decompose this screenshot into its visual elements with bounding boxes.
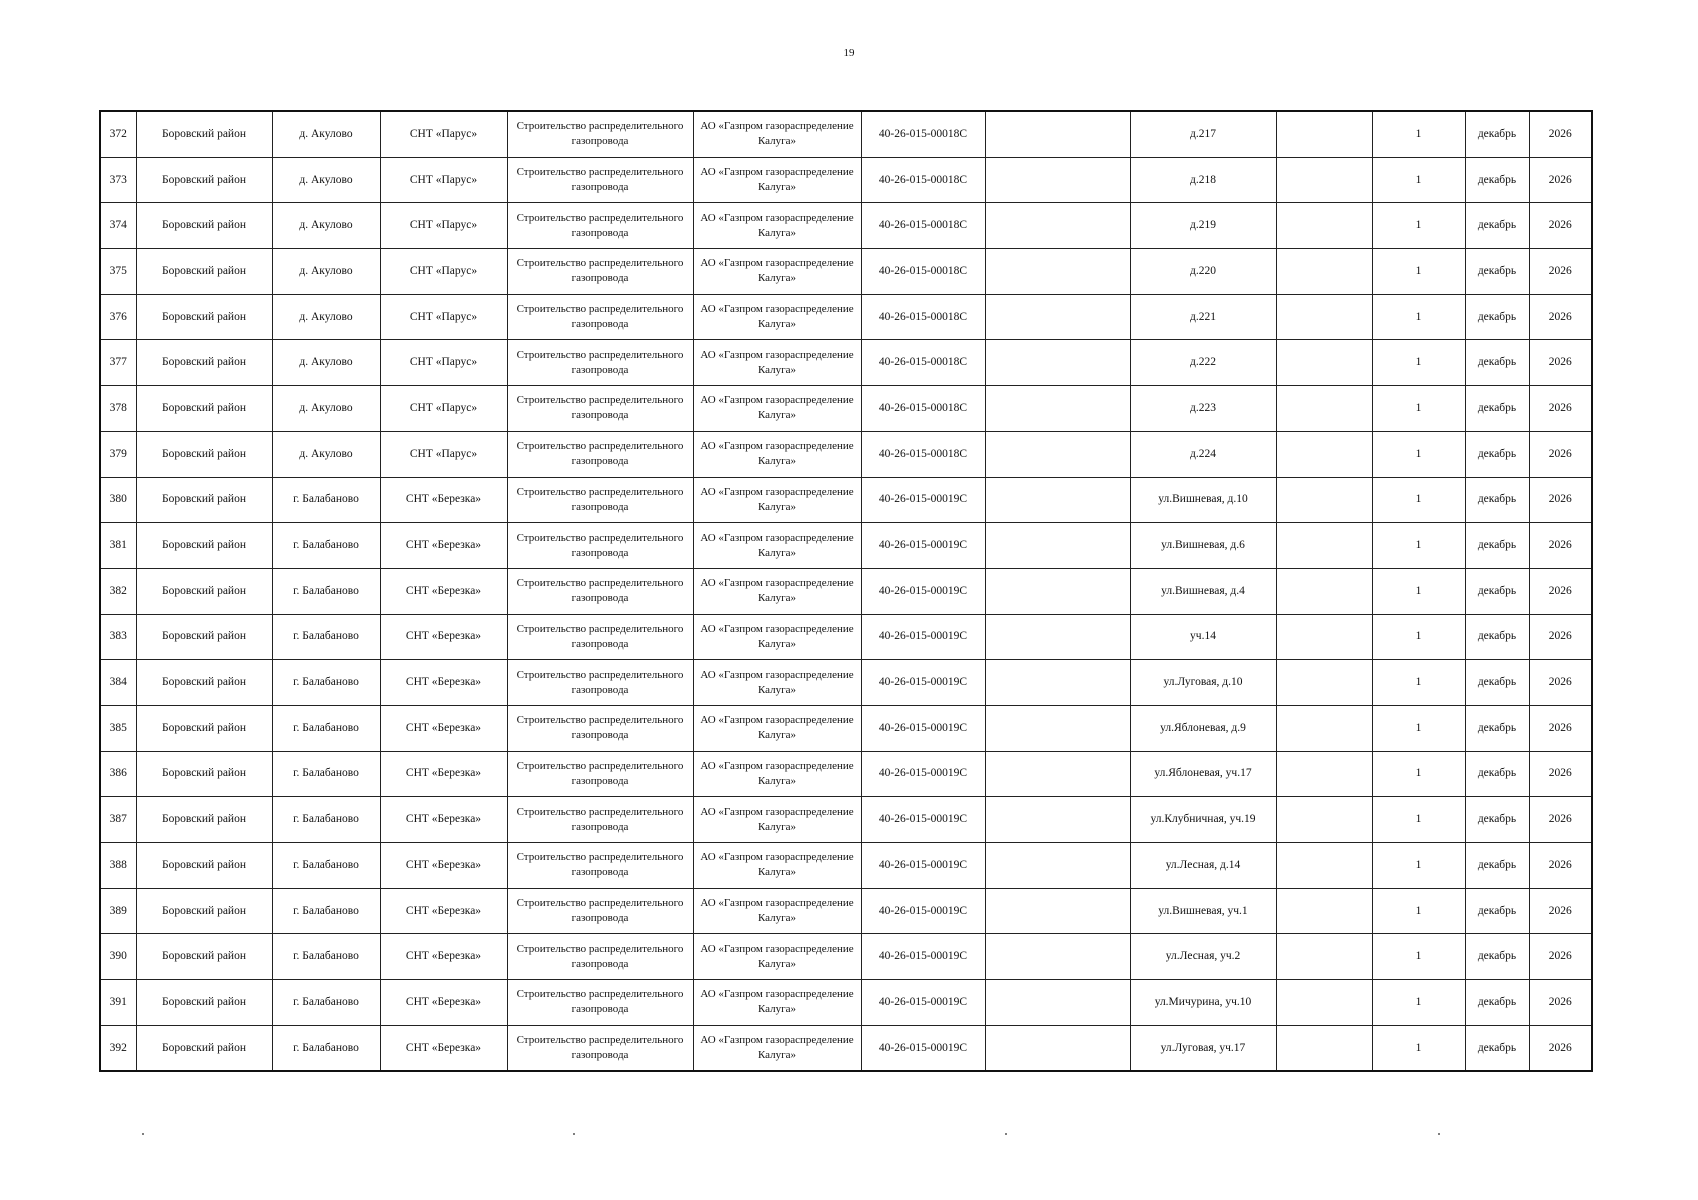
table-row bbox=[100, 386, 1592, 432]
address-cell: д.218 bbox=[1130, 157, 1276, 203]
address-cell: ул.Лесная, д.14 bbox=[1130, 843, 1276, 889]
year-cell: 2026 bbox=[1529, 340, 1592, 386]
month-cell: декабрь bbox=[1465, 660, 1529, 706]
quantity-cell: 1 bbox=[1372, 340, 1465, 386]
district-cell: Боровский район bbox=[136, 386, 272, 432]
district-cell: Боровский район bbox=[136, 614, 272, 660]
cadastral-number-cell: 40-26-015-00019С bbox=[861, 980, 985, 1026]
organization-cell: АО «Газпром газораспределение Калуга» bbox=[693, 340, 861, 386]
empty-cell bbox=[985, 477, 1130, 523]
work-type-cell: Строительство распределительного газопровода bbox=[507, 340, 693, 386]
table-row bbox=[100, 477, 1592, 523]
quantity-cell: 1 bbox=[1372, 797, 1465, 843]
address-cell: ул.Мичурина, уч.10 bbox=[1130, 980, 1276, 1026]
snt-cell: СНТ «Березка» bbox=[380, 1025, 507, 1071]
locality-cell: г. Балабаново bbox=[272, 843, 380, 889]
empty-cell bbox=[1276, 157, 1372, 203]
month-cell: декабрь bbox=[1465, 751, 1529, 797]
month-cell: декабрь bbox=[1465, 934, 1529, 980]
year-cell: 2026 bbox=[1529, 386, 1592, 432]
cadastral-number-cell: 40-26-015-00019С bbox=[861, 660, 985, 706]
empty-cell bbox=[985, 660, 1130, 706]
address-cell: ул.Клубничная, уч.19 bbox=[1130, 797, 1276, 843]
year-cell: 2026 bbox=[1529, 111, 1592, 157]
year-cell: 2026 bbox=[1529, 843, 1592, 889]
district-cell: Боровский район bbox=[136, 1025, 272, 1071]
work-type-cell: Строительство распределительного газопровода bbox=[507, 157, 693, 203]
snt-cell: СНТ «Парус» bbox=[380, 157, 507, 203]
work-type-cell: Строительство распределительного газопровода bbox=[507, 797, 693, 843]
quantity-cell: 1 bbox=[1372, 980, 1465, 1026]
table-row bbox=[100, 1025, 1592, 1071]
organization-cell: АО «Газпром газораспределение Калуга» bbox=[693, 523, 861, 569]
district-cell: Боровский район bbox=[136, 157, 272, 203]
empty-cell bbox=[1276, 1025, 1372, 1071]
locality-cell: д. Акулово bbox=[272, 386, 380, 432]
cadastral-number-cell: 40-26-015-00019С bbox=[861, 1025, 985, 1071]
address-cell: д.222 bbox=[1130, 340, 1276, 386]
table-row bbox=[100, 203, 1592, 249]
snt-cell: СНТ «Березка» bbox=[380, 843, 507, 889]
empty-cell bbox=[985, 340, 1130, 386]
empty-cell bbox=[1276, 660, 1372, 706]
quantity-cell: 1 bbox=[1372, 431, 1465, 477]
address-cell: д.221 bbox=[1130, 294, 1276, 340]
month-cell: декабрь bbox=[1465, 477, 1529, 523]
locality-cell: г. Балабаново bbox=[272, 888, 380, 934]
locality-cell: д. Акулово bbox=[272, 249, 380, 295]
year-cell: 2026 bbox=[1529, 477, 1592, 523]
empty-cell bbox=[1276, 751, 1372, 797]
quantity-cell: 1 bbox=[1372, 523, 1465, 569]
cadastral-number-cell: 40-26-015-00019С bbox=[861, 705, 985, 751]
quantity-cell: 1 bbox=[1372, 660, 1465, 706]
empty-cell bbox=[1276, 934, 1372, 980]
row-number-cell: 386 bbox=[100, 751, 136, 797]
quantity-cell: 1 bbox=[1372, 157, 1465, 203]
year-cell: 2026 bbox=[1529, 1025, 1592, 1071]
year-cell: 2026 bbox=[1529, 294, 1592, 340]
empty-cell bbox=[1276, 843, 1372, 889]
cadastral-number-cell: 40-26-015-00018С bbox=[861, 431, 985, 477]
table-row bbox=[100, 980, 1592, 1026]
organization-cell: АО «Газпром газораспределение Калуга» bbox=[693, 751, 861, 797]
month-cell: декабрь bbox=[1465, 614, 1529, 660]
work-type-cell: Строительство распределительного газопровода bbox=[507, 843, 693, 889]
month-cell: декабрь bbox=[1465, 157, 1529, 203]
empty-cell bbox=[985, 980, 1130, 1026]
empty-cell bbox=[1276, 568, 1372, 614]
district-cell: Боровский район bbox=[136, 705, 272, 751]
table-row bbox=[100, 340, 1592, 386]
locality-cell: д. Акулово bbox=[272, 157, 380, 203]
empty-cell bbox=[1276, 705, 1372, 751]
address-cell: д.217 bbox=[1130, 111, 1276, 157]
row-number-cell: 380 bbox=[100, 477, 136, 523]
cadastral-number-cell: 40-26-015-00019С bbox=[861, 797, 985, 843]
snt-cell: СНТ «Березка» bbox=[380, 660, 507, 706]
work-type-cell: Строительство распределительного газопровода bbox=[507, 294, 693, 340]
cadastral-number-cell: 40-26-015-00018С bbox=[861, 340, 985, 386]
snt-cell: СНТ «Березка» bbox=[380, 568, 507, 614]
year-cell: 2026 bbox=[1529, 888, 1592, 934]
organization-cell: АО «Газпром газораспределение Калуга» bbox=[693, 249, 861, 295]
empty-cell bbox=[985, 294, 1130, 340]
work-type-cell: Строительство распределительного газопровода bbox=[507, 614, 693, 660]
organization-cell: АО «Газпром газораспределение Калуга» bbox=[693, 157, 861, 203]
district-cell: Боровский район bbox=[136, 111, 272, 157]
year-cell: 2026 bbox=[1529, 934, 1592, 980]
address-cell: ул.Вишневая, д.6 bbox=[1130, 523, 1276, 569]
quantity-cell: 1 bbox=[1372, 1025, 1465, 1071]
quantity-cell: 1 bbox=[1372, 111, 1465, 157]
organization-cell: АО «Газпром газораспределение Калуга» bbox=[693, 888, 861, 934]
work-type-cell: Строительство распределительного газопровода bbox=[507, 888, 693, 934]
cadastral-number-cell: 40-26-015-00018С bbox=[861, 294, 985, 340]
year-cell: 2026 bbox=[1529, 797, 1592, 843]
locality-cell: д. Акулово bbox=[272, 111, 380, 157]
page-number: 19 bbox=[843, 47, 855, 59]
month-cell: декабрь bbox=[1465, 705, 1529, 751]
work-type-cell: Строительство распределительного газопровода bbox=[507, 934, 693, 980]
address-cell: д.223 bbox=[1130, 386, 1276, 432]
quantity-cell: 1 bbox=[1372, 888, 1465, 934]
row-number-cell: 383 bbox=[100, 614, 136, 660]
quantity-cell: 1 bbox=[1372, 203, 1465, 249]
empty-cell bbox=[985, 111, 1130, 157]
year-cell: 2026 bbox=[1529, 203, 1592, 249]
month-cell: декабрь bbox=[1465, 888, 1529, 934]
district-cell: Боровский район bbox=[136, 431, 272, 477]
row-number-cell: 379 bbox=[100, 431, 136, 477]
work-type-cell: Строительство распределительного газопровода bbox=[507, 477, 693, 523]
locality-cell: г. Балабаново bbox=[272, 660, 380, 706]
empty-cell bbox=[985, 431, 1130, 477]
address-cell: ул.Яблоневая, д.9 bbox=[1130, 705, 1276, 751]
month-cell: декабрь bbox=[1465, 523, 1529, 569]
table-row bbox=[100, 157, 1592, 203]
cadastral-number-cell: 40-26-015-00019С bbox=[861, 614, 985, 660]
row-number-cell: 376 bbox=[100, 294, 136, 340]
cadastral-number-cell: 40-26-015-00018С bbox=[861, 249, 985, 295]
cadastral-number-cell: 40-26-015-00019С bbox=[861, 751, 985, 797]
district-cell: Боровский район bbox=[136, 843, 272, 889]
district-cell: Боровский район bbox=[136, 249, 272, 295]
empty-cell bbox=[985, 888, 1130, 934]
scan-marks bbox=[0, 1133, 1698, 1139]
table-row bbox=[100, 751, 1592, 797]
empty-cell bbox=[1276, 111, 1372, 157]
row-number-cell: 390 bbox=[100, 934, 136, 980]
organization-cell: АО «Газпром газораспределение Калуга» bbox=[693, 294, 861, 340]
district-cell: Боровский район bbox=[136, 980, 272, 1026]
row-number-cell: 388 bbox=[100, 843, 136, 889]
empty-cell bbox=[985, 614, 1130, 660]
organization-cell: АО «Газпром газораспределение Калуга» bbox=[693, 705, 861, 751]
table-row bbox=[100, 797, 1592, 843]
district-cell: Боровский район bbox=[136, 568, 272, 614]
snt-cell: СНТ «Парус» bbox=[380, 386, 507, 432]
empty-cell bbox=[1276, 386, 1372, 432]
empty-cell bbox=[985, 249, 1130, 295]
table-row bbox=[100, 294, 1592, 340]
empty-cell bbox=[985, 523, 1130, 569]
address-cell: д.220 bbox=[1130, 249, 1276, 295]
year-cell: 2026 bbox=[1529, 751, 1592, 797]
address-cell: уч.14 bbox=[1130, 614, 1276, 660]
empty-cell bbox=[985, 568, 1130, 614]
empty-cell bbox=[1276, 294, 1372, 340]
cadastral-number-cell: 40-26-015-00018С bbox=[861, 386, 985, 432]
organization-cell: АО «Газпром газораспределение Калуга» bbox=[693, 386, 861, 432]
organization-cell: АО «Газпром газораспределение Калуга» bbox=[693, 111, 861, 157]
organization-cell: АО «Газпром газораспределение Калуга» bbox=[693, 797, 861, 843]
table-body bbox=[100, 111, 1592, 1071]
empty-cell bbox=[1276, 203, 1372, 249]
quantity-cell: 1 bbox=[1372, 249, 1465, 295]
snt-cell: СНТ «Березка» bbox=[380, 797, 507, 843]
cadastral-number-cell: 40-26-015-00019С bbox=[861, 523, 985, 569]
locality-cell: г. Балабаново bbox=[272, 751, 380, 797]
month-cell: декабрь bbox=[1465, 797, 1529, 843]
month-cell: декабрь bbox=[1465, 980, 1529, 1026]
organization-cell: АО «Газпром газораспределение Калуга» bbox=[693, 568, 861, 614]
empty-cell bbox=[985, 843, 1130, 889]
month-cell: декабрь bbox=[1465, 249, 1529, 295]
empty-cell bbox=[1276, 888, 1372, 934]
district-cell: Боровский район bbox=[136, 340, 272, 386]
snt-cell: СНТ «Парус» bbox=[380, 203, 507, 249]
empty-cell bbox=[985, 1025, 1130, 1071]
table-row bbox=[100, 111, 1592, 157]
year-cell: 2026 bbox=[1529, 249, 1592, 295]
row-number-cell: 373 bbox=[100, 157, 136, 203]
table-row bbox=[100, 705, 1592, 751]
month-cell: декабрь bbox=[1465, 294, 1529, 340]
quantity-cell: 1 bbox=[1372, 568, 1465, 614]
organization-cell: АО «Газпром газораспределение Калуга» bbox=[693, 614, 861, 660]
work-type-cell: Строительство распределительного газопровода bbox=[507, 1025, 693, 1071]
empty-cell bbox=[1276, 523, 1372, 569]
row-number-cell: 389 bbox=[100, 888, 136, 934]
row-number-cell: 378 bbox=[100, 386, 136, 432]
year-cell: 2026 bbox=[1529, 705, 1592, 751]
month-cell: декабрь bbox=[1465, 386, 1529, 432]
work-type-cell: Строительство распределительного газопровода bbox=[507, 249, 693, 295]
snt-cell: СНТ «Парус» bbox=[380, 249, 507, 295]
month-cell: декабрь bbox=[1465, 203, 1529, 249]
row-number-cell: 385 bbox=[100, 705, 136, 751]
snt-cell: СНТ «Березка» bbox=[380, 934, 507, 980]
organization-cell: АО «Газпром газораспределение Калуга» bbox=[693, 980, 861, 1026]
locality-cell: г. Балабаново bbox=[272, 614, 380, 660]
address-cell: ул.Луговая, уч.17 bbox=[1130, 1025, 1276, 1071]
locality-cell: д. Акулово bbox=[272, 431, 380, 477]
snt-cell: СНТ «Березка» bbox=[380, 614, 507, 660]
quantity-cell: 1 bbox=[1372, 843, 1465, 889]
address-cell: ул.Вишневая, уч.1 bbox=[1130, 888, 1276, 934]
cadastral-number-cell: 40-26-015-00019С bbox=[861, 843, 985, 889]
table-row bbox=[100, 614, 1592, 660]
empty-cell bbox=[1276, 431, 1372, 477]
district-cell: Боровский район bbox=[136, 888, 272, 934]
month-cell: декабрь bbox=[1465, 1025, 1529, 1071]
month-cell: декабрь bbox=[1465, 340, 1529, 386]
empty-cell bbox=[1276, 614, 1372, 660]
empty-cell bbox=[985, 934, 1130, 980]
organization-cell: АО «Газпром газораспределение Калуга» bbox=[693, 431, 861, 477]
snt-cell: СНТ «Парус» bbox=[380, 431, 507, 477]
work-type-cell: Строительство распределительного газопровода bbox=[507, 660, 693, 706]
table-row bbox=[100, 843, 1592, 889]
snt-cell: СНТ «Березка» bbox=[380, 888, 507, 934]
row-number-cell: 381 bbox=[100, 523, 136, 569]
district-cell: Боровский район bbox=[136, 797, 272, 843]
address-cell: ул.Вишневая, д.10 bbox=[1130, 477, 1276, 523]
table-row bbox=[100, 431, 1592, 477]
locality-cell: г. Балабаново bbox=[272, 705, 380, 751]
row-number-cell: 372 bbox=[100, 111, 136, 157]
gasification-table bbox=[99, 110, 1593, 1072]
district-cell: Боровский район bbox=[136, 934, 272, 980]
district-cell: Боровский район bbox=[136, 660, 272, 706]
district-cell: Боровский район bbox=[136, 203, 272, 249]
locality-cell: д. Акулово bbox=[272, 203, 380, 249]
snt-cell: СНТ «Парус» bbox=[380, 294, 507, 340]
year-cell: 2026 bbox=[1529, 157, 1592, 203]
snt-cell: СНТ «Березка» bbox=[380, 751, 507, 797]
table-row bbox=[100, 249, 1592, 295]
locality-cell: г. Балабаново bbox=[272, 1025, 380, 1071]
locality-cell: г. Балабаново bbox=[272, 980, 380, 1026]
quantity-cell: 1 bbox=[1372, 477, 1465, 523]
locality-cell: г. Балабаново bbox=[272, 523, 380, 569]
year-cell: 2026 bbox=[1529, 523, 1592, 569]
work-type-cell: Строительство распределительного газопровода bbox=[507, 386, 693, 432]
district-cell: Боровский район bbox=[136, 523, 272, 569]
snt-cell: СНТ «Березка» bbox=[380, 705, 507, 751]
empty-cell bbox=[985, 797, 1130, 843]
work-type-cell: Строительство распределительного газопровода bbox=[507, 111, 693, 157]
quantity-cell: 1 bbox=[1372, 705, 1465, 751]
organization-cell: АО «Газпром газораспределение Калуга» bbox=[693, 477, 861, 523]
address-cell: ул.Лесная, уч.2 bbox=[1130, 934, 1276, 980]
quantity-cell: 1 bbox=[1372, 386, 1465, 432]
row-number-cell: 387 bbox=[100, 797, 136, 843]
locality-cell: д. Акулово bbox=[272, 294, 380, 340]
cadastral-number-cell: 40-26-015-00019С bbox=[861, 568, 985, 614]
district-cell: Боровский район bbox=[136, 477, 272, 523]
row-number-cell: 377 bbox=[100, 340, 136, 386]
snt-cell: СНТ «Парус» bbox=[380, 111, 507, 157]
organization-cell: АО «Газпром газораспределение Калуга» bbox=[693, 1025, 861, 1071]
work-type-cell: Строительство распределительного газопровода bbox=[507, 705, 693, 751]
empty-cell bbox=[985, 203, 1130, 249]
work-type-cell: Строительство распределительного газопровода bbox=[507, 431, 693, 477]
quantity-cell: 1 bbox=[1372, 934, 1465, 980]
empty-cell bbox=[1276, 477, 1372, 523]
month-cell: декабрь bbox=[1465, 843, 1529, 889]
cadastral-number-cell: 40-26-015-00018С bbox=[861, 157, 985, 203]
table-row bbox=[100, 568, 1592, 614]
month-cell: декабрь bbox=[1465, 431, 1529, 477]
locality-cell: г. Балабаново bbox=[272, 797, 380, 843]
month-cell: декабрь bbox=[1465, 568, 1529, 614]
organization-cell: АО «Газпром газораспределение Калуга» bbox=[693, 843, 861, 889]
row-number-cell: 375 bbox=[100, 249, 136, 295]
work-type-cell: Строительство распределительного газопровода bbox=[507, 203, 693, 249]
empty-cell bbox=[985, 386, 1130, 432]
empty-cell bbox=[1276, 340, 1372, 386]
table-row bbox=[100, 888, 1592, 934]
cadastral-number-cell: 40-26-015-00018С bbox=[861, 111, 985, 157]
quantity-cell: 1 bbox=[1372, 294, 1465, 340]
work-type-cell: Строительство распределительного газопровода bbox=[507, 751, 693, 797]
work-type-cell: Строительство распределительного газопровода bbox=[507, 980, 693, 1026]
organization-cell: АО «Газпром газораспределение Калуга» bbox=[693, 660, 861, 706]
district-cell: Боровский район bbox=[136, 294, 272, 340]
snt-cell: СНТ «Березка» bbox=[380, 477, 507, 523]
empty-cell bbox=[985, 705, 1130, 751]
empty-cell bbox=[985, 751, 1130, 797]
cadastral-number-cell: 40-26-015-00019С bbox=[861, 888, 985, 934]
cadastral-number-cell: 40-26-015-00018С bbox=[861, 203, 985, 249]
table-row bbox=[100, 934, 1592, 980]
row-number-cell: 382 bbox=[100, 568, 136, 614]
year-cell: 2026 bbox=[1529, 980, 1592, 1026]
quantity-cell: 1 bbox=[1372, 751, 1465, 797]
address-cell: д.219 bbox=[1130, 203, 1276, 249]
work-type-cell: Строительство распределительного газопровода bbox=[507, 523, 693, 569]
month-cell: декабрь bbox=[1465, 111, 1529, 157]
empty-cell bbox=[1276, 980, 1372, 1026]
snt-cell: СНТ «Парус» bbox=[380, 340, 507, 386]
year-cell: 2026 bbox=[1529, 660, 1592, 706]
organization-cell: АО «Газпром газораспределение Калуга» bbox=[693, 203, 861, 249]
row-number-cell: 391 bbox=[100, 980, 136, 1026]
address-cell: д.224 bbox=[1130, 431, 1276, 477]
cadastral-number-cell: 40-26-015-00019С bbox=[861, 934, 985, 980]
locality-cell: г. Балабаново bbox=[272, 934, 380, 980]
year-cell: 2026 bbox=[1529, 431, 1592, 477]
locality-cell: г. Балабаново bbox=[272, 568, 380, 614]
work-type-cell: Строительство распределительного газопровода bbox=[507, 568, 693, 614]
empty-cell bbox=[1276, 797, 1372, 843]
table-row bbox=[100, 660, 1592, 706]
empty-cell bbox=[1276, 249, 1372, 295]
locality-cell: г. Балабаново bbox=[272, 477, 380, 523]
cadastral-number-cell: 40-26-015-00019С bbox=[861, 477, 985, 523]
locality-cell: д. Акулово bbox=[272, 340, 380, 386]
empty-cell bbox=[985, 157, 1130, 203]
row-number-cell: 392 bbox=[100, 1025, 136, 1071]
address-cell: ул.Яблоневая, уч.17 bbox=[1130, 751, 1276, 797]
snt-cell: СНТ «Березка» bbox=[380, 523, 507, 569]
address-cell: ул.Луговая, д.10 bbox=[1130, 660, 1276, 706]
row-number-cell: 384 bbox=[100, 660, 136, 706]
snt-cell: СНТ «Березка» bbox=[380, 980, 507, 1026]
district-cell: Боровский район bbox=[136, 751, 272, 797]
quantity-cell: 1 bbox=[1372, 614, 1465, 660]
address-cell: ул.Вишневая, д.4 bbox=[1130, 568, 1276, 614]
year-cell: 2026 bbox=[1529, 614, 1592, 660]
table-row bbox=[100, 523, 1592, 569]
year-cell: 2026 bbox=[1529, 568, 1592, 614]
row-number-cell: 374 bbox=[100, 203, 136, 249]
organization-cell: АО «Газпром газораспределение Калуга» bbox=[693, 934, 861, 980]
